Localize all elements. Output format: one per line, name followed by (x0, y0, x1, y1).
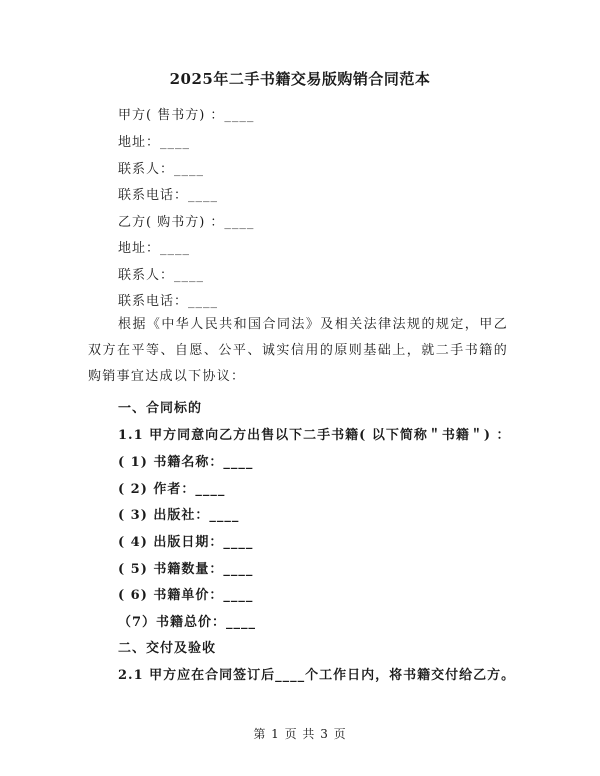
preamble-paragraph: 根据《中华人民共和国合同法》及相关法律法规的规定，甲乙双方在平等、自愿、公平、诚实信用的原则基础上，就二手书籍的购销事宜达成以下协议： (88, 317, 508, 384)
document-title: 2025年二手书籍交易版购销合同范本 (169, 70, 431, 88)
party-b-contact: 联系人：____ (118, 268, 205, 283)
list-item: ( 1) 书籍名称：____ (118, 455, 254, 470)
section2-heading: 二、交付及验收 (118, 641, 217, 656)
list-item: （7）书籍总价：____ (118, 615, 257, 630)
party-a-address: 地址：____ (118, 135, 191, 150)
clause-1-1: 1.1 甲方同意向乙方出售以下二手书籍( 以下简称＂书籍＂) ： (118, 428, 511, 443)
list-item: ( 5) 书籍数量：____ (118, 562, 254, 577)
party-b-address: 地址：____ (118, 241, 191, 256)
party-a-phone: 联系电话：____ (118, 188, 219, 203)
party-b-phone: 联系电话：____ (118, 294, 219, 309)
clause-2-1: 2.1 甲方应在合同签订后____个工作日内，将书籍交付给乙方。 (118, 668, 516, 683)
party-b-heading: 乙方( 购书方) ：____ (118, 215, 255, 230)
list-item: ( 3) 出版社：____ (118, 508, 240, 523)
list-item: ( 6) 书籍单价：____ (118, 588, 254, 603)
party-a-contact: 联系人：____ (118, 162, 205, 177)
page-footer: 第 1 页 共 3 页 (253, 727, 347, 741)
list-item: ( 4) 出版日期：____ (118, 535, 254, 550)
party-a-heading: 甲方( 售书方) ：____ (118, 108, 255, 123)
list-item: ( 2) 作者：____ (118, 482, 226, 497)
section1-heading: 一、合同标的 (118, 401, 203, 416)
